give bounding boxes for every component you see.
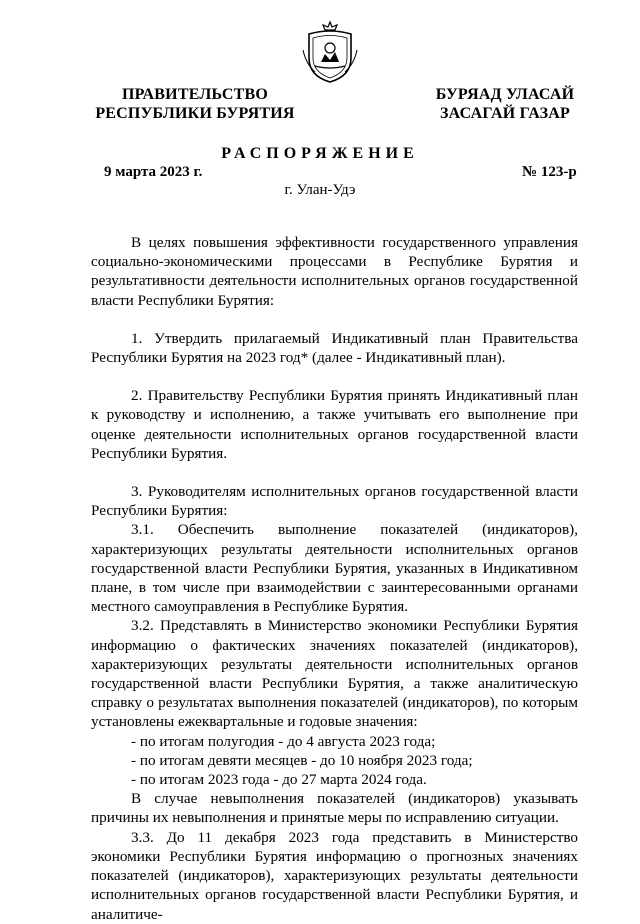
issuer-name-russian: [80, 85, 310, 123]
deadline-item: - по итогам девяти месяцев - до 10 ноября 2023 года;: [131, 751, 473, 769]
document-date: 9 марта 2023 г.: [104, 164, 203, 180]
document-title: РАСПОРЯЖЕНИЕ: [221, 145, 419, 162]
paragraph-2: 2. Правительству Республики Бурятия принять Индикативный план к руководству и исполнению, а также учитывать его выполнение при оценке деятельности исполнительных органов государственной власти Республики Бурятия.: [91, 387, 578, 462]
paragraph-3-1: 3.1. Обеспечить выполнение показателей (индикаторов), характеризующих результаты деятельности исполнительных органов государственной власти Республики Бурятия, указанных в Индикативном плане, в том числе при взаимодействии с заинтересованными органами местного самоуправления в Республике Бурятия.: [91, 521, 578, 616]
issuer-buryat-line-2: ЗАСАГАЙ ГАЗАР: [440, 105, 570, 122]
paragraph-1: 1. Утвердить прилагаемый Индикативный план Правительства Республики Бурятия на 2023 год* (далее - Индикативный план).: [91, 329, 578, 367]
coat-of-arms-icon: [301, 20, 359, 84]
paragraph-preamble: В целях повышения эффективности государственного управления социально-экономическими процессами в Республике Бурятия и результативности деятельности исполнительных органов государственной власти Республики Бурятия:: [91, 234, 578, 309]
deadline-item: - по итогам 2023 года - до 27 марта 2024 года.: [131, 771, 427, 789]
issuer-line-1: ПРАВИТЕЛЬСТВО: [121, 86, 269, 103]
deadline-item: - по итогам полугодия - до 4 августа 2023 года;: [131, 732, 436, 750]
issuer-buryat-line-1: БУРЯАД УЛАСАЙ: [435, 86, 575, 103]
document-body: [91, 233, 578, 924]
paragraph-3-3: 3.3. До 11 декабря 2023 года представить в Министерство экономики Республики Бурятия информацию о прогнозных значениях показателей (индикаторов), характеризующих результаты деятельности исполнительных органов государственной власти Республики Бурятия, и аналитиче-: [91, 828, 578, 923]
paragraph-3-2-note: В случае невыполнения показателей (индикаторов) указывать причины их невыполнения и принятые меры по исправлению ситуации.: [91, 790, 578, 827]
paragraph-3: 3. Руководителям исполнительных органов государственной власти Республики Бурятия:: [91, 483, 578, 520]
document-city: г. Улан-Удэ: [284, 182, 356, 198]
document-number: № 123-р: [522, 164, 577, 180]
issuer-name-buryat: [405, 85, 605, 123]
issuer-line-2: РЕСПУБЛИКИ БУРЯТИЯ: [95, 105, 295, 122]
paragraph-3-2: 3.2. Представлять в Министерство экономики Республики Бурятия информацию о фактических значениях показателей (индикаторов), характеризующих результаты деятельности исполнительных органов государственной власти Республики Бурятия, а также аналитическую справку о результатах выполнения показателей (индикаторов), по которым установлены ежеквартальные и годовые значения:: [91, 617, 578, 731]
